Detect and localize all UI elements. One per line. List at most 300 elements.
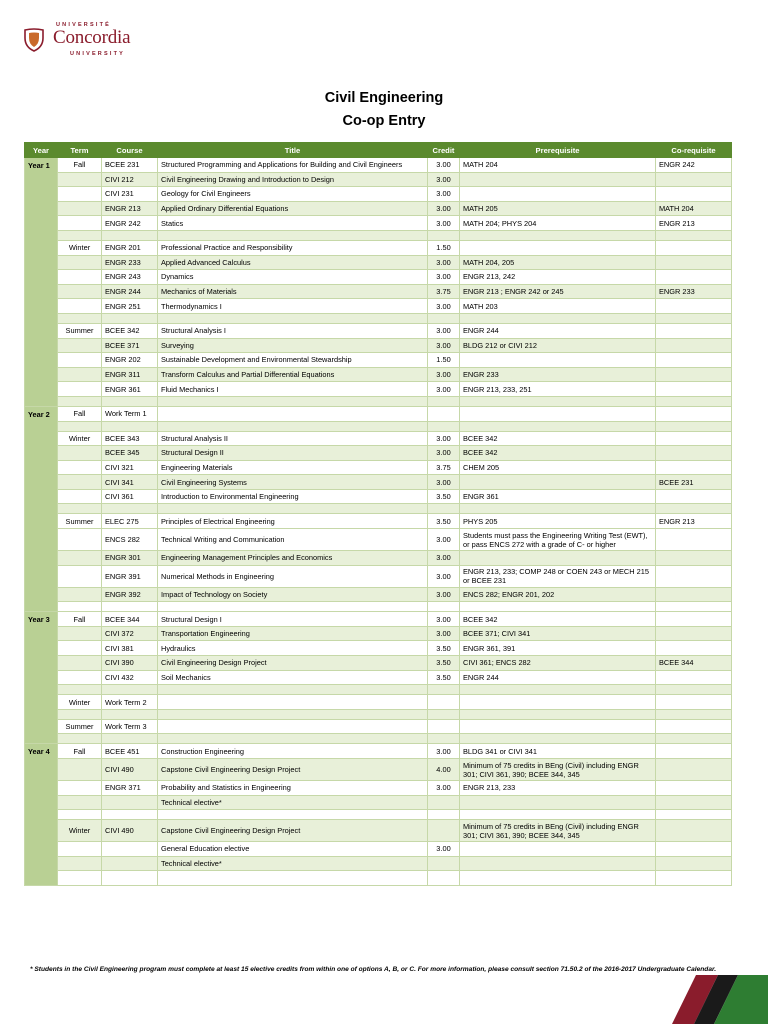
term-cell — [58, 382, 102, 397]
corequisite-cell — [656, 270, 732, 285]
course-cell: ENGR 361 — [102, 382, 158, 397]
title-cell: Capstone Civil Engineering Design Project — [158, 759, 428, 781]
table-row — [25, 299, 732, 314]
credit-cell: 3.00 — [428, 172, 460, 187]
corequisite-cell — [656, 504, 732, 514]
course-cell: CIVI 490 — [102, 759, 158, 781]
term-cell — [58, 709, 102, 719]
table-row — [25, 529, 732, 551]
term-cell — [58, 504, 102, 514]
credit-cell: 1.50 — [428, 240, 460, 255]
title-cell: Introduction to Environmental Engineering — [158, 489, 428, 504]
year-cell: Year 2 — [25, 406, 58, 611]
table-row — [25, 367, 732, 382]
prerequisite-cell — [460, 421, 656, 431]
title-cell: Applied Ordinary Differential Equations — [158, 201, 428, 216]
table-row — [25, 323, 732, 338]
credit-cell: 3.75 — [428, 284, 460, 299]
course-cell — [102, 842, 158, 857]
title-cell: Numerical Methods in Engineering — [158, 565, 428, 587]
prerequisite-cell: ENGR 213, 242 — [460, 270, 656, 285]
prerequisite-cell — [460, 240, 656, 255]
table-row — [25, 406, 732, 421]
credit-cell — [428, 406, 460, 421]
table-row — [25, 795, 732, 810]
prerequisite-cell: CHEM 205 — [460, 460, 656, 475]
table-row — [25, 489, 732, 504]
table-row — [25, 626, 732, 641]
corequisite-cell — [656, 367, 732, 382]
credit-cell: 3.00 — [428, 842, 460, 857]
table-row — [25, 504, 732, 514]
term-cell: Fall — [58, 744, 102, 759]
course-cell: CIVI 231 — [102, 187, 158, 202]
prerequisite-cell: BLDG 341 or CIVI 341 — [460, 744, 656, 759]
course-cell: ENGR 371 — [102, 781, 158, 796]
course-cell: CIVI 361 — [102, 489, 158, 504]
table-header-row — [25, 143, 732, 158]
term-cell: Summer — [58, 514, 102, 529]
table-row — [25, 460, 732, 475]
credit-cell: 3.00 — [428, 270, 460, 285]
corequisite-cell — [656, 871, 732, 886]
corequisite-cell: ENGR 213 — [656, 514, 732, 529]
credit-cell — [428, 421, 460, 431]
corequisite-cell — [656, 338, 732, 353]
credit-cell: 4.00 — [428, 759, 460, 781]
prerequisite-cell — [460, 795, 656, 810]
course-cell — [102, 504, 158, 514]
title-cell: Transform Calculus and Partial Differential Equations — [158, 367, 428, 382]
table-row — [25, 187, 732, 202]
prerequisite-cell: BCEE 371; CIVI 341 — [460, 626, 656, 641]
course-cell: CIVI 390 — [102, 656, 158, 671]
credit-cell — [428, 602, 460, 612]
title-cell — [158, 396, 428, 406]
title-cell — [158, 695, 428, 710]
table-row — [25, 270, 732, 285]
term-cell — [58, 670, 102, 685]
credit-cell: 3.00 — [428, 382, 460, 397]
table-row — [25, 759, 732, 781]
table-row — [25, 744, 732, 759]
corequisite-cell — [656, 313, 732, 323]
course-sequence-table — [24, 142, 732, 886]
header-term: Term — [58, 143, 102, 158]
table-row — [25, 255, 732, 270]
term-cell — [58, 299, 102, 314]
term-cell: Winter — [58, 820, 102, 842]
prerequisite-cell: Minimum of 75 credits in BEng (Civil) including ENGR 301; CIVI 361, 390; BCEE 344, 345 — [460, 820, 656, 842]
corequisite-cell — [656, 172, 732, 187]
term-cell — [58, 685, 102, 695]
title-cell: Fluid Mechanics I — [158, 382, 428, 397]
credit-cell: 3.00 — [428, 158, 460, 173]
table-row — [25, 781, 732, 796]
term-cell — [58, 187, 102, 202]
table-row — [25, 656, 732, 671]
title-cell: Applied Advanced Calculus — [158, 255, 428, 270]
term-cell: Winter — [58, 240, 102, 255]
logo-name: Concordia — [53, 27, 131, 48]
corequisite-cell — [656, 602, 732, 612]
prerequisite-cell: ENGR 213 ; ENGR 242 or 245 — [460, 284, 656, 299]
term-cell: Winter — [58, 431, 102, 446]
table-row — [25, 446, 732, 461]
prerequisite-cell: BLDG 212 or CIVI 212 — [460, 338, 656, 353]
table-row — [25, 685, 732, 695]
term-cell — [58, 353, 102, 368]
table-row — [25, 842, 732, 857]
title-cell: Geology for Civil Engineers — [158, 187, 428, 202]
title-cell: Construction Engineering — [158, 744, 428, 759]
title-cell — [158, 313, 428, 323]
corequisite-cell: ENGR 233 — [656, 284, 732, 299]
course-cell — [102, 871, 158, 886]
title-cell: Civil Engineering Systems — [158, 475, 428, 490]
credit-cell: 3.00 — [428, 255, 460, 270]
corequisite-cell — [656, 353, 732, 368]
prerequisite-cell: MATH 205 — [460, 201, 656, 216]
corequisite-cell — [656, 709, 732, 719]
logo-top-text: UNIVERSITÉ — [56, 22, 112, 28]
title-cell: Technical elective* — [158, 795, 428, 810]
title-cell — [158, 871, 428, 886]
title-cell: General Education elective — [158, 842, 428, 857]
term-cell — [58, 338, 102, 353]
table-row — [25, 172, 732, 187]
title-cell — [158, 685, 428, 695]
credit-cell: 3.00 — [428, 367, 460, 382]
course-cell: ENGR 301 — [102, 551, 158, 566]
title-cell — [158, 719, 428, 734]
corequisite-cell — [656, 299, 732, 314]
table-row — [25, 475, 732, 490]
term-cell — [58, 734, 102, 744]
corequisite-cell — [656, 587, 732, 602]
corequisite-cell — [656, 842, 732, 857]
header-title: Title — [158, 143, 428, 158]
credit-cell: 3.00 — [428, 201, 460, 216]
title-cell — [158, 810, 428, 820]
table-row — [25, 856, 732, 871]
corequisite-cell — [656, 810, 732, 820]
credit-cell: 3.00 — [428, 781, 460, 796]
table-row — [25, 216, 732, 231]
table-row — [25, 230, 732, 240]
title-cell: Hydraulics — [158, 641, 428, 656]
title-cell: Dynamics — [158, 270, 428, 285]
course-cell: ENGR 244 — [102, 284, 158, 299]
term-cell: Winter — [58, 695, 102, 710]
course-cell: ENGR 233 — [102, 255, 158, 270]
title-cell — [158, 602, 428, 612]
table-row — [25, 871, 732, 886]
prerequisite-cell — [460, 871, 656, 886]
credit-cell: 1.50 — [428, 353, 460, 368]
term-cell — [58, 842, 102, 857]
prerequisite-cell: MATH 203 — [460, 299, 656, 314]
course-cell: ENGR 391 — [102, 565, 158, 587]
prerequisite-cell — [460, 695, 656, 710]
prerequisite-cell — [460, 353, 656, 368]
credit-cell — [428, 709, 460, 719]
header-credit: Credit — [428, 143, 460, 158]
corequisite-cell — [656, 856, 732, 871]
course-cell — [102, 313, 158, 323]
course-cell: Work Term 1 — [102, 406, 158, 421]
corequisite-cell — [656, 406, 732, 421]
title-cell: Engineering Materials — [158, 460, 428, 475]
table-row — [25, 810, 732, 820]
table-row — [25, 313, 732, 323]
title-cell: Professional Practice and Responsibility — [158, 240, 428, 255]
course-cell — [102, 685, 158, 695]
credit-cell — [428, 719, 460, 734]
credit-cell: 3.00 — [428, 446, 460, 461]
title-cell: Mechanics of Materials — [158, 284, 428, 299]
credit-cell — [428, 504, 460, 514]
prerequisite-cell — [460, 810, 656, 820]
credit-cell: 3.00 — [428, 323, 460, 338]
prerequisite-cell: Minimum of 75 credits in BEng (Civil) including ENGR 301; CIVI 361, 390; BCEE 344, 345 — [460, 759, 656, 781]
term-cell — [58, 396, 102, 406]
corequisite-cell — [656, 529, 732, 551]
course-cell: ENGR 243 — [102, 270, 158, 285]
term-cell — [58, 216, 102, 231]
credit-cell — [428, 396, 460, 406]
term-cell — [58, 871, 102, 886]
prerequisite-cell: ENGR 233 — [460, 367, 656, 382]
course-cell: BCEE 231 — [102, 158, 158, 173]
corequisite-cell — [656, 421, 732, 431]
credit-cell: 3.50 — [428, 670, 460, 685]
course-cell — [102, 396, 158, 406]
header-corequisite: Co-requisite — [656, 143, 732, 158]
term-cell — [58, 284, 102, 299]
title-cell — [158, 406, 428, 421]
prerequisite-cell: ENGR 213, 233 — [460, 781, 656, 796]
course-cell: BCEE 371 — [102, 338, 158, 353]
title-cell — [158, 734, 428, 744]
credit-cell: 3.00 — [428, 338, 460, 353]
corequisite-cell: ENGR 242 — [656, 158, 732, 173]
corequisite-cell: BCEE 231 — [656, 475, 732, 490]
corequisite-cell — [656, 670, 732, 685]
corequisite-cell — [656, 489, 732, 504]
prerequisite-cell — [460, 551, 656, 566]
table-row — [25, 641, 732, 656]
title-cell: Surveying — [158, 338, 428, 353]
term-cell — [58, 446, 102, 461]
title-cell: Soil Mechanics — [158, 670, 428, 685]
credit-cell: 3.00 — [428, 551, 460, 566]
course-cell: CIVI 381 — [102, 641, 158, 656]
corequisite-cell — [656, 719, 732, 734]
course-cell: CIVI 432 — [102, 670, 158, 685]
prerequisite-cell — [460, 709, 656, 719]
header-year: Year — [25, 143, 58, 158]
course-cell: CIVI 212 — [102, 172, 158, 187]
table-row — [25, 695, 732, 710]
credit-cell — [428, 810, 460, 820]
title-cell: Civil Engineering Design Project — [158, 656, 428, 671]
prerequisite-cell — [460, 685, 656, 695]
prerequisite-cell — [460, 313, 656, 323]
course-cell: ENGR 201 — [102, 240, 158, 255]
page-subtitle: Co-op Entry — [342, 113, 426, 129]
term-cell — [58, 551, 102, 566]
credit-cell — [428, 685, 460, 695]
credit-cell: 3.00 — [428, 587, 460, 602]
credit-cell: 3.00 — [428, 475, 460, 490]
term-cell — [58, 587, 102, 602]
header-prerequisite: Prerequisite — [460, 143, 656, 158]
table-row — [25, 612, 732, 627]
title-cell: Technical elective* — [158, 856, 428, 871]
title-cell — [158, 709, 428, 719]
prerequisite-cell: MATH 204, 205 — [460, 255, 656, 270]
title-cell: Structured Programming and Applications for Building and Civil Engineers — [158, 158, 428, 173]
credit-cell: 3.50 — [428, 489, 460, 504]
term-cell: Fall — [58, 612, 102, 627]
corequisite-cell — [656, 396, 732, 406]
course-cell: Work Term 3 — [102, 719, 158, 734]
prerequisite-cell: ENGR 244 — [460, 670, 656, 685]
course-cell — [102, 734, 158, 744]
prerequisite-cell — [460, 734, 656, 744]
corequisite-cell — [656, 744, 732, 759]
course-cell — [102, 810, 158, 820]
title-cell — [158, 421, 428, 431]
term-cell — [58, 529, 102, 551]
prerequisite-cell — [460, 172, 656, 187]
term-cell — [58, 602, 102, 612]
course-cell: ELEC 275 — [102, 514, 158, 529]
title-cell: Engineering Management Principles and Economics — [158, 551, 428, 566]
corequisite-cell — [656, 382, 732, 397]
decorative-stripes — [650, 975, 768, 1024]
course-cell: ENGR 202 — [102, 353, 158, 368]
corequisite-cell — [656, 734, 732, 744]
course-cell — [102, 709, 158, 719]
term-cell — [58, 255, 102, 270]
prerequisite-cell: MATH 204 — [460, 158, 656, 173]
prerequisite-cell: BCEE 342 — [460, 446, 656, 461]
table-row — [25, 421, 732, 431]
year-cell: Year 3 — [25, 612, 58, 744]
table-row — [25, 201, 732, 216]
term-cell — [58, 565, 102, 587]
corequisite-cell — [656, 641, 732, 656]
prerequisite-cell — [460, 504, 656, 514]
corequisite-cell — [656, 626, 732, 641]
course-cell: ENGR 213 — [102, 201, 158, 216]
credit-cell: 3.00 — [428, 744, 460, 759]
prerequisite-cell — [460, 406, 656, 421]
course-cell: BCEE 345 — [102, 446, 158, 461]
course-cell: ENGR 242 — [102, 216, 158, 231]
prerequisite-cell: Students must pass the Engineering Writing Test (EWT), or pass ENCS 272 with a grade of C- or higher — [460, 529, 656, 551]
term-cell: Fall — [58, 406, 102, 421]
footnote: * Students in the Civil Engineering program must complete at least 15 elective credits from within one of options A, B, or C. For more information, please consult section 71.50.2 of the 2016-2017 Undergraduate Calendar. — [30, 966, 717, 973]
corequisite-cell — [656, 230, 732, 240]
prerequisite-cell: CIVI 361; ENCS 282 — [460, 656, 656, 671]
course-cell: ENCS 282 — [102, 529, 158, 551]
course-cell: ENGR 251 — [102, 299, 158, 314]
course-cell: BCEE 344 — [102, 612, 158, 627]
credit-cell — [428, 230, 460, 240]
prerequisite-cell: ENGR 213, 233, 251 — [460, 382, 656, 397]
prerequisite-cell — [460, 719, 656, 734]
corequisite-cell — [656, 695, 732, 710]
table-row — [25, 719, 732, 734]
term-cell — [58, 201, 102, 216]
prerequisite-cell: ENCS 282; ENGR 201, 202 — [460, 587, 656, 602]
year-cell: Year 4 — [25, 744, 58, 886]
title-cell: Principles of Electrical Engineering — [158, 514, 428, 529]
term-cell — [58, 810, 102, 820]
corequisite-cell — [656, 820, 732, 842]
title-cell: Structural Design I — [158, 612, 428, 627]
credit-cell: 3.00 — [428, 299, 460, 314]
term-cell — [58, 856, 102, 871]
course-cell: CIVI 321 — [102, 460, 158, 475]
title-cell: Statics — [158, 216, 428, 231]
table-row — [25, 551, 732, 566]
title-cell: Probability and Statistics in Engineering — [158, 781, 428, 796]
table-row — [25, 240, 732, 255]
table-row — [25, 158, 732, 173]
credit-cell: 3.50 — [428, 656, 460, 671]
term-cell — [58, 781, 102, 796]
prerequisite-cell: ENGR 361 — [460, 489, 656, 504]
course-cell: BCEE 343 — [102, 431, 158, 446]
term-cell — [58, 626, 102, 641]
table-row — [25, 734, 732, 744]
term-cell — [58, 367, 102, 382]
credit-cell — [428, 871, 460, 886]
prerequisite-cell: MATH 204; PHYS 204 — [460, 216, 656, 231]
course-cell: CIVI 341 — [102, 475, 158, 490]
credit-cell — [428, 734, 460, 744]
prerequisite-cell — [460, 396, 656, 406]
title-cell: Thermodynamics I — [158, 299, 428, 314]
term-cell — [58, 172, 102, 187]
credit-cell: 3.00 — [428, 565, 460, 587]
corequisite-cell — [656, 781, 732, 796]
course-cell: ENGR 392 — [102, 587, 158, 602]
credit-cell: 3.00 — [428, 529, 460, 551]
prerequisite-cell: ENGR 361, 391 — [460, 641, 656, 656]
credit-cell: 3.50 — [428, 514, 460, 529]
corequisite-cell — [656, 431, 732, 446]
title-cell: Sustainable Development and Environmental Stewardship — [158, 353, 428, 368]
shield-icon — [24, 28, 44, 52]
course-cell: CIVI 490 — [102, 820, 158, 842]
year-cell: Year 1 — [25, 158, 58, 407]
corequisite-cell — [656, 187, 732, 202]
title-cell: Technical Writing and Communication — [158, 529, 428, 551]
term-cell: Summer — [58, 323, 102, 338]
credit-cell — [428, 820, 460, 842]
course-cell: BCEE 342 — [102, 323, 158, 338]
corequisite-cell: BCEE 344 — [656, 656, 732, 671]
corequisite-cell — [656, 323, 732, 338]
corequisite-cell — [656, 565, 732, 587]
title-cell: Impact of Technology on Society — [158, 587, 428, 602]
table-row — [25, 338, 732, 353]
